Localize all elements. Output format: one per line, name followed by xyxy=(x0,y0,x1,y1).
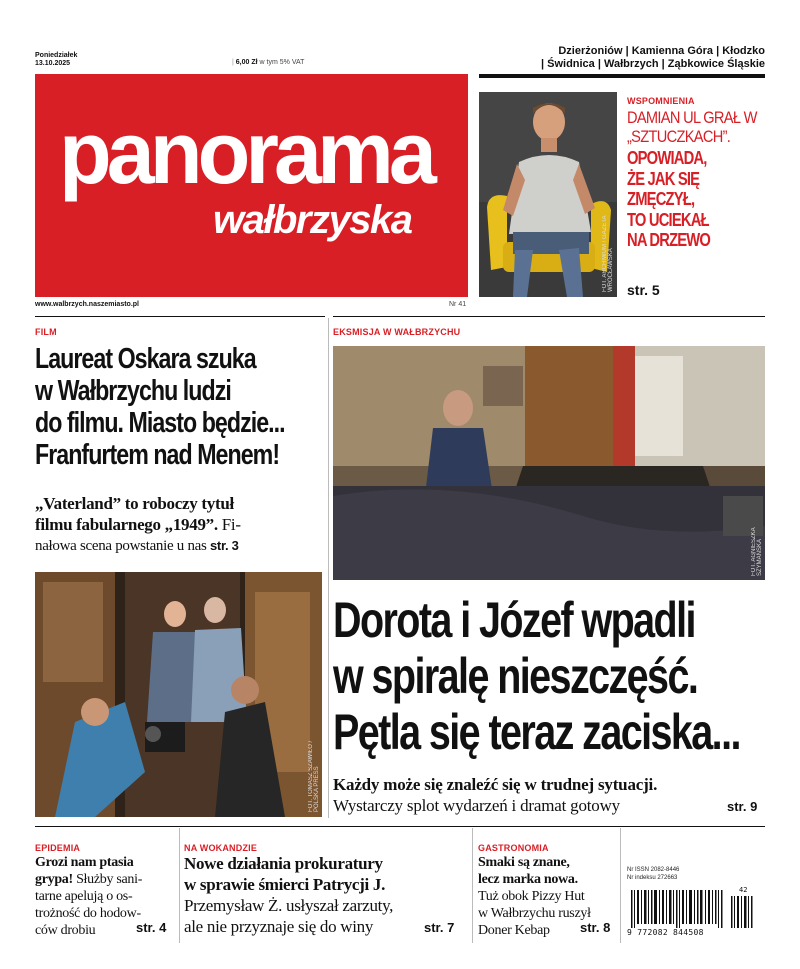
gastronomia-bold-2: lecz marka nowa. xyxy=(478,872,578,887)
film-lead xyxy=(35,493,325,557)
wokandzie-bold-2: w sprawie śmierci Patrycji J. xyxy=(184,875,386,894)
film-page-ref[interactable]: str. 3 xyxy=(210,538,239,553)
eviction-headline[interactable] xyxy=(333,592,760,760)
issue-date-value: 13.10.2025 xyxy=(35,60,71,67)
teaser-line-2: ŻE JAK SIĘ xyxy=(627,168,700,189)
film-headline-line-1: Laureat Oskara szuka xyxy=(35,343,256,375)
epidemia-label: EPIDEMIA xyxy=(35,843,81,853)
film-headline[interactable] xyxy=(35,343,307,471)
eviction-photo-credit: FOT. AGNIESZKA SZYMAŃSKA xyxy=(751,527,763,576)
film-headline-line-3: do filmu. Miasto będzie... xyxy=(35,407,285,439)
wokandzie-text-1: Przemysław Ż. usłyszał zarzuty, xyxy=(184,896,394,915)
epidemia-text-after: Służby sani- xyxy=(72,872,143,887)
barcode-addon: 42 xyxy=(739,886,748,894)
wokandzie-label: NA WOKANDZIE xyxy=(184,843,258,853)
wokandzie-page-ref[interactable]: str. 7 xyxy=(424,920,455,935)
teaser-line-1: OPOWIADA, xyxy=(627,148,707,168)
teaser-label-text: WSPOMNIENIA xyxy=(627,96,695,106)
teaser-photo[interactable] xyxy=(479,92,617,297)
film-photo[interactable] xyxy=(35,572,322,817)
column-divider xyxy=(328,318,329,818)
film-lead-text: Fi- xyxy=(221,515,241,534)
film-lead-bold-1: „Vaterland” to roboczy tytuł xyxy=(35,494,234,513)
bottom-rule xyxy=(35,826,765,827)
bottom-divider-1 xyxy=(179,828,180,943)
gastronomia-label: GASTRONOMIA xyxy=(478,843,549,853)
film-label: FILM xyxy=(35,327,57,337)
issue-day: Poniedziałek xyxy=(35,52,78,59)
eviction-headline-line-2: w spiralę nieszczęść. xyxy=(333,648,698,704)
eviction-lead-text: Wystarczy splot wydarzeń i dramat gotowy xyxy=(333,796,620,815)
price-vat: w tym 5% VAT xyxy=(259,59,305,66)
barcode-icon xyxy=(627,888,767,932)
teaser-headline-bold xyxy=(627,148,750,251)
epidemia-text-3: ców drobiu xyxy=(35,923,96,938)
eviction-lead xyxy=(333,774,773,816)
eviction-lead-bold: Każdy może się znaleźć się w trudnej sytuacji. xyxy=(333,775,658,794)
teaser-label-styled xyxy=(627,96,695,106)
bottom-divider-3 xyxy=(620,828,621,943)
epidemia-text-2: trożność do hodow- xyxy=(35,906,141,921)
issue-number: Nr 41 xyxy=(449,301,467,308)
teaser-line-3: ZMĘCZYŁ, xyxy=(627,189,695,209)
wokandzie-text-2: ale nie przyznaje się do winy xyxy=(184,917,374,936)
teaser-line-4: TO UCIEKAŁ xyxy=(627,209,709,230)
elderly-man-bedroom-photo-icon xyxy=(333,346,765,580)
towns-line-1: Dzierżoniów | Kamienna Góra | Kłodzko xyxy=(558,45,765,57)
film-photo-credit: FOT. TOMASZ SZAWIŁO / POLSKA PRESS xyxy=(308,740,320,812)
teaser-photo-credit: FOT. ARCHIWUM / GAZETA WROCŁAWSKA xyxy=(602,215,614,292)
logo-main-text: panorama xyxy=(59,103,432,202)
barcode-digits: 9 772082 844508 xyxy=(627,928,704,937)
eviction-headline-line-1: Dorota i Józef wpadli xyxy=(333,592,695,648)
teaser-page-ref[interactable]: str. 5 xyxy=(627,282,660,298)
eviction-headline-line-3: Pętla się teraz zaciska... xyxy=(333,704,740,760)
masthead-logo[interactable] xyxy=(35,74,468,297)
epidemia-bold-1: Grozi nam ptasia xyxy=(35,855,134,870)
eviction-top-rule xyxy=(333,316,765,317)
teaser-headline[interactable] xyxy=(627,108,777,251)
gastronomia-page-ref[interactable]: str. 8 xyxy=(580,920,611,935)
masthead-rule-right xyxy=(479,74,765,78)
barcode xyxy=(627,888,767,940)
teaser-line-5: NA DRZEWO xyxy=(627,230,711,250)
issn-number: Nr ISSN 2082-8446 xyxy=(627,867,680,873)
towns-list xyxy=(541,45,765,71)
gastronomia-text-2: w Wałbrzychu ruszył xyxy=(478,906,591,921)
eviction-page-ref[interactable]: str. 9 xyxy=(727,799,758,814)
epidemia-text-1: tarne apelują o os- xyxy=(35,889,133,904)
teaser-headline-red: DAMIAN UL GRAŁ W „SZTUCZKACH”. xyxy=(627,108,757,146)
masthead-bottom-rule xyxy=(35,316,325,317)
film-headline-line-4: Franfurtem nad Menem! xyxy=(35,439,280,471)
issn-block xyxy=(627,866,679,882)
issue-date xyxy=(35,52,77,68)
film-crew-photo-icon xyxy=(35,572,322,817)
towns-line-2: | Świdnica | Wałbrzych | Ząbkowice Śląskie xyxy=(540,58,765,70)
price-box: | 6,00 Zł w tym 5% VAT xyxy=(232,59,305,66)
epidemia-page-ref[interactable]: str. 4 xyxy=(136,920,167,935)
gastronomia-text-1: Tuż obok Pizzy Hut xyxy=(478,889,585,904)
website-link[interactable]: www.walbrzych.naszemiasto.pl xyxy=(35,301,139,308)
gastronomia-text-3: Doner Kebap xyxy=(478,923,550,938)
film-lead-bold-2: filmu fabularnego „1949”. xyxy=(35,515,218,534)
index-number: Nr indeksu 272663 xyxy=(627,875,678,881)
film-lead-text-2: nałowa scena powstanie u nas xyxy=(35,538,207,554)
eviction-photo[interactable] xyxy=(333,346,765,580)
wokandzie-bold-1: Nowe działania prokuratury xyxy=(184,854,383,873)
eviction-label: EKSMISJA W WAŁBRZYCHU xyxy=(333,327,461,337)
man-in-armchair-photo-icon xyxy=(479,92,617,297)
price-value: 6,00 Zł xyxy=(235,59,258,66)
film-headline-line-2: w Wałbrzychu ludzi xyxy=(35,375,231,407)
epidemia-bold-2: grypa! xyxy=(35,872,73,887)
gastronomia-bold-1: Smaki są znane, xyxy=(478,855,570,870)
logo-sub-text: wałbrzyska xyxy=(213,198,412,242)
